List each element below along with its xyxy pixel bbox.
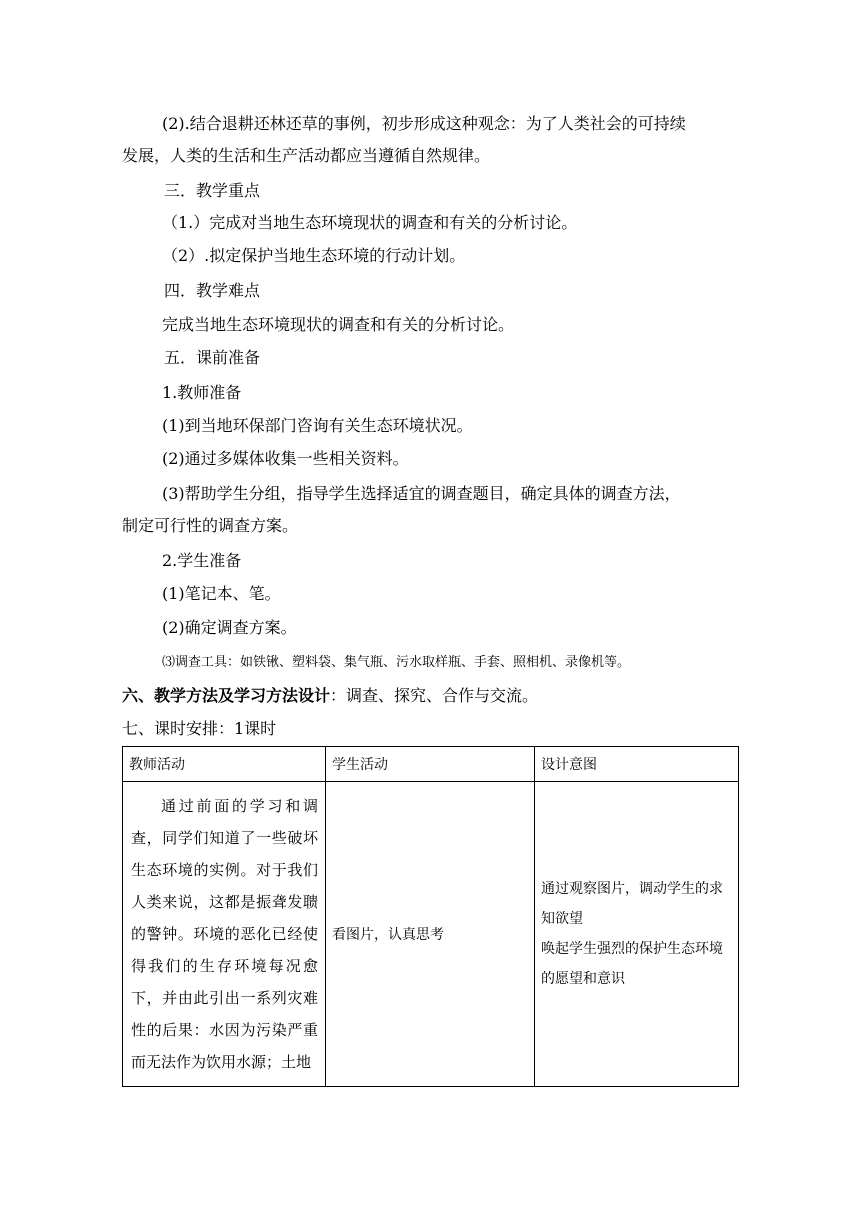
student-prep-heading: 2.学生准备	[162, 551, 242, 570]
teacher-prep-1: (1)到当地环保部门咨询有关生态环境状况。	[162, 416, 473, 435]
teacher-activity-cell	[123, 782, 326, 1087]
objective-2-line2: 发展，人类的生活和生产活动都应当遵循自然规律。	[122, 146, 491, 165]
teacher-prep-3-line2: 制定可行性的调查方案。	[122, 516, 299, 535]
header-design-intent: 设计意图	[535, 747, 739, 782]
design-intent-cell	[535, 782, 739, 1087]
section-6-title: 六、教学方法及学习方法设计	[122, 686, 331, 705]
student-prep-3: ⑶调查工具：如铁锹、塑料袋、集气瓶、污水取样瓶、手套、照相机、录像机等。	[162, 655, 631, 670]
difficulty-1: 完成当地生态环境现状的调查和有关的分析讨论。	[162, 315, 515, 334]
teacher-activity-text: 通过前面的学习和调查，同学们知道了一些破坏生态环境的实例。对于我们人类来说，这都是振聋发聩的警钟。环境的恶化已经使得我们的生存环境每况愈下，并由此引出一系列灾难性的后果：水因为污染严重而无法作为饮用水源；土地	[131, 797, 318, 1071]
student-prep-1: (1)笔记本、笔。	[162, 584, 281, 603]
teacher-prep-2: (2)通过多媒体收集一些相关资料。	[162, 449, 409, 468]
teacher-prep-heading: 1.教师准备	[162, 383, 242, 402]
design-intent-1: 通过观察图片，调动学生的求知欲望	[541, 881, 723, 927]
header-teacher-activity: 教师活动	[123, 747, 326, 782]
section-7-heading: 七、课时安排：1课时	[122, 719, 277, 738]
header-student-activity: 学生活动	[326, 747, 535, 782]
table-header-row	[123, 747, 739, 782]
key-point-2: （2）.拟定保护当地生态环境的行动计划。	[162, 246, 466, 265]
student-prep-2: (2)确定调查方案。	[162, 618, 297, 637]
table-row	[123, 782, 739, 1087]
student-activity-text: 看图片，认真思考	[332, 927, 444, 943]
section-3-heading: 三．教学重点	[164, 181, 261, 200]
teacher-prep-3-line1: (3)帮助学生分组，指导学生选择适宜的调查题目，确定具体的调查方法，	[162, 484, 681, 503]
section-6-heading	[122, 686, 538, 706]
section-4-heading: 四．教学难点	[164, 281, 261, 300]
objective-2-line1: (2).结合退耕还林还草的事例，初步形成这种观念：为了人类社会的可持续	[162, 114, 686, 133]
section-6-content: ：调查、探究、合作与交流。	[330, 686, 539, 705]
section-5-heading: 五．课前准备	[164, 348, 261, 367]
design-intent-2: 唤起学生强烈的保护生态环境的愿望和意识	[541, 941, 723, 987]
key-point-1: （1.）完成对当地生态环境现状的调查和有关的分析讨论。	[162, 213, 578, 232]
lesson-activity-table	[122, 746, 739, 1087]
student-activity-cell	[326, 782, 535, 1087]
